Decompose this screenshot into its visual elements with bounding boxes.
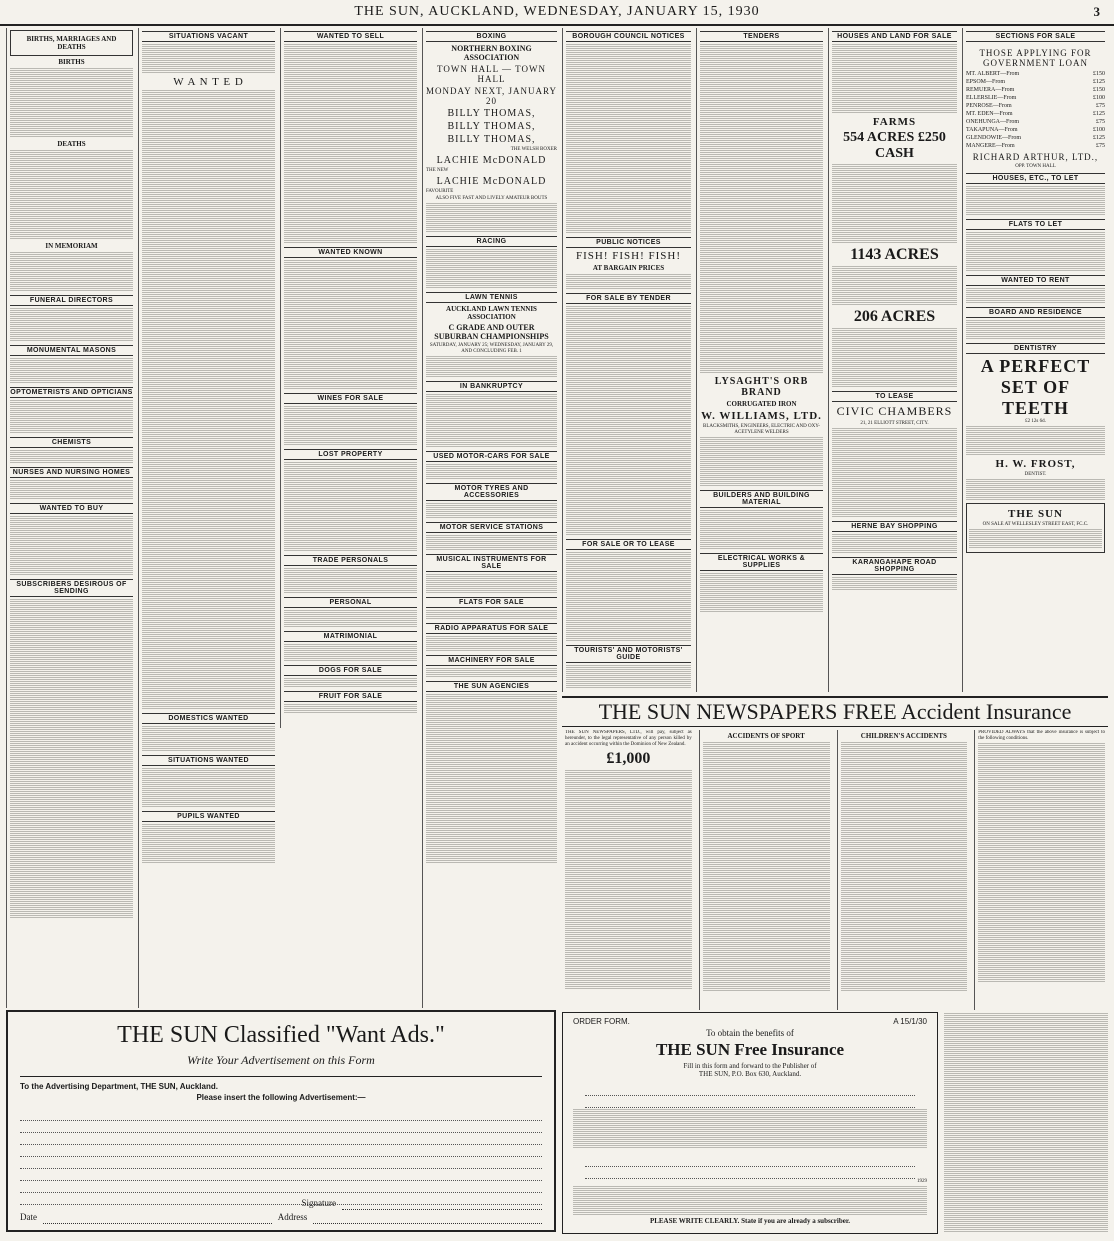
lot-price: £125 (1093, 79, 1105, 85)
public-heading: PUBLIC NOTICES (566, 237, 691, 248)
tender-notices-2 (700, 44, 823, 374)
boxing-fighter-2: BILLY THOMAS, (447, 121, 536, 132)
order-line3: THE SUN, P.O. Box 630, Auckland. (698, 1070, 802, 1078)
lot-price: £100 (1093, 95, 1105, 101)
lot-name: MANGERE—From (966, 143, 1015, 149)
fish-sub: AT BARGAIN PRICES (592, 264, 665, 272)
order-address-line[interactable] (585, 1096, 915, 1108)
memoriam-heading: IN MEMORIAM (45, 242, 98, 250)
boxing-fighter-3: BILLY THOMAS, (447, 134, 536, 145)
lot-row (966, 94, 1105, 102)
accident-amount: £1,000 (606, 750, 651, 767)
accident-text-3 (841, 742, 968, 992)
music-heading: MUSICAL INSTRUMENTS FOR SALE (426, 554, 557, 572)
column-situations (138, 28, 278, 1008)
lease-notices (566, 552, 691, 642)
insurance-rules (944, 1012, 1108, 1234)
williams-name: W. WILLIAMS, LTD. (701, 410, 822, 422)
boxing-assoc: NORTHERN BOXING ASSOCIATION (451, 44, 532, 62)
order-footnote (573, 1186, 927, 1216)
order-form (562, 1012, 938, 1234)
dental-details (966, 426, 1105, 456)
order-title: THE SUN Free Insurance (655, 1040, 845, 1059)
order-body (573, 1109, 927, 1149)
wanted-known-ads (284, 260, 417, 390)
boxing-welsh: THE WELSH BOXER (510, 147, 557, 152)
trade-ads (284, 568, 417, 594)
column-wanted-sell (280, 28, 420, 728)
lot-name: REMUERA—From (966, 87, 1015, 93)
lot-row (966, 70, 1105, 78)
order-year: 1929 (917, 1179, 927, 1184)
monumental-heading: MONUMENTAL MASONS (10, 345, 133, 356)
boxing-heading: BOXING (426, 31, 557, 42)
lot-row (966, 134, 1105, 142)
accident-text-1 (565, 770, 692, 990)
births-notices (10, 68, 133, 138)
signature-field[interactable] (342, 1199, 542, 1210)
music-ads (426, 574, 557, 594)
lease-details (832, 428, 957, 518)
address-field[interactable] (313, 1213, 542, 1224)
boxing-fighter-1: BILLY THOMAS, (447, 108, 536, 119)
farms-price: 554 ACRES £250 CASH (843, 130, 946, 161)
page-number: 3 (1093, 4, 1100, 19)
situations-wanted-heading: SITUATIONS WANTED (142, 755, 275, 766)
dentist-title: DENTIST. (1024, 472, 1047, 477)
machinery-ads (426, 668, 557, 678)
column-council (562, 28, 694, 692)
accident-sport: ACCIDENTS OF SPORT (727, 732, 805, 740)
trade-heading: TRADE PERSONALS (284, 555, 417, 566)
civic-chambers: CIVIC CHAMBERS (836, 404, 953, 418)
houses-ads (832, 44, 957, 114)
lot-name: PENROSE—From (966, 103, 1012, 109)
chemists-ads (10, 450, 133, 464)
lot-price: £125 (1093, 135, 1105, 141)
racing-ads (426, 249, 557, 289)
order-line1: To obtain the benefits of (706, 1028, 794, 1038)
builders-heading: BUILDERS AND BUILDING MATERIAL (700, 490, 823, 508)
radio-heading: RADIO APPARATUS FOR SALE (426, 623, 557, 634)
personal-ads (284, 610, 417, 628)
accident-text-2 (703, 742, 830, 992)
classified-tagline: Write Your Advertisement on this Form (187, 1053, 375, 1067)
ad-line-4[interactable] (20, 1145, 542, 1157)
flats-let-heading: FLATS TO LET (966, 219, 1105, 230)
chemists-heading: CHEMISTS (10, 437, 133, 448)
tender-heading: FOR SALE BY TENDER (566, 293, 691, 304)
lot-price: £125 (1093, 111, 1105, 117)
lot-price: £150 (1093, 87, 1105, 93)
wanted-rent-heading: WANTED TO RENT (966, 275, 1105, 286)
agent-addr: OPP. TOWN HALL (1015, 164, 1056, 169)
tennis-when: SATURDAY, JANUARY 25; WEDNESDAY, JANUARY 29, AND CONCLUDING FEB. 1 (429, 343, 554, 354)
dentistry-heading: DENTISTRY (966, 343, 1105, 354)
boxing-opponent-1: LACHIE McDONALD (436, 155, 547, 166)
dogs-heading: DOGS FOR SALE (284, 665, 417, 676)
radio-ads (426, 636, 557, 652)
dogs-ads (284, 678, 417, 688)
fruit-ads (284, 704, 417, 714)
williams-sub: BLACKSMITHS, ENGINEERS, ELECTRIC AND OXY-ACETYLENE WELDERS (703, 424, 820, 435)
column-boxing (422, 28, 560, 1008)
flats-sale-heading: FLATS FOR SALE (426, 597, 557, 608)
order-date-line[interactable] (585, 1167, 915, 1179)
pupils-ads (142, 824, 275, 864)
ad-line-5[interactable] (20, 1157, 542, 1169)
wanted-sell-ads (284, 44, 417, 244)
funeral-heading: FUNERAL DIRECTORS (10, 295, 133, 306)
masthead-title: THE SUN, AUCKLAND, WEDNESDAY, JANUARY 15, 1930 (354, 4, 760, 19)
farms-heading: FARMS (872, 116, 917, 128)
lot-row (966, 142, 1105, 150)
wanted-known-heading: WANTED KNOWN (284, 247, 417, 258)
electrical-ads (700, 573, 823, 613)
deaths-subheading: DEATHS (57, 140, 86, 148)
tender-notices (566, 306, 691, 536)
accident-provided: PROVIDED ALWAYS that the above insurance is subject to the following conditions. (978, 730, 1105, 741)
column-sections (962, 28, 1108, 692)
wanted-banner: W A N T E D (173, 76, 244, 88)
accident-banner: THE SUN NEWSPAPERS FREE Accident Insurance (562, 696, 1108, 727)
acres-1143: 1143 ACRES (850, 246, 939, 263)
lot-name: ELLERSLIE—From (966, 95, 1017, 101)
accident-text-4 (978, 743, 1105, 983)
order-name-line[interactable] (585, 1084, 915, 1096)
lot-name: TAKAPUNA—From (966, 127, 1018, 133)
houses-heading: HOUSES AND LAND FOR SALE (832, 31, 957, 42)
order-label: ORDER FORM. (573, 1017, 630, 1026)
govt-loan: THOSE APPLYING FOR GOVERNMENT LOAN (979, 48, 1092, 68)
date-label: Date (20, 1212, 37, 1222)
order-signature-line[interactable] (585, 1155, 915, 1167)
bankruptcy-heading: IN BANKRUPTCY (426, 381, 557, 392)
optometrists-heading: OPTOMETRISTS AND OPTICIANS (10, 389, 133, 396)
acres-206: 206 ACRES (853, 308, 936, 325)
used-cars-ads (426, 464, 557, 480)
tourists-notices (566, 665, 691, 689)
wanted-buy-heading: WANTED TO BUY (10, 503, 133, 514)
masthead (0, 0, 1114, 26)
lot-row (966, 110, 1105, 118)
service-heading: MOTOR SERVICE STATIONS (426, 522, 557, 533)
domestics-ads (142, 726, 275, 752)
tennis-details (426, 356, 557, 378)
agencies-heading: THE SUN AGENCIES (426, 681, 557, 692)
fruit-heading: FRUIT FOR SALE (284, 691, 417, 702)
machinery-heading: MACHINERY FOR SALE (426, 655, 557, 666)
teeth-price: £2 12s 6d. (1025, 419, 1046, 424)
orb-sub: CORRUGATED IRON (726, 400, 797, 408)
accident-intro: THE SUN NEWSPAPERS, LTD., will pay, subject as hereunder, to the legal representative of any person killed by an accident occurring within the Dominion of New Zealand. (565, 730, 692, 747)
civic-addr: 21, 21 ELLIOTT STREET, CITY. (860, 421, 929, 426)
domestics-heading: DOMESTICS WANTED (142, 713, 275, 724)
order-line2: Fill in this form and forward to the Publisher of (683, 1062, 817, 1070)
order-ref: A 15/1/30 (893, 1017, 927, 1026)
situations-vacant-heading: SITUATIONS VACANT (142, 31, 275, 42)
monumental-ads (10, 358, 133, 384)
ad-line-2[interactable] (20, 1121, 542, 1133)
lot-name: MT. ALBERT—From (966, 71, 1020, 77)
lot-name: MT. EDEN—From (966, 111, 1013, 117)
wanted-rent-ads (966, 288, 1105, 304)
agencies-list (426, 694, 557, 864)
signature-label: Signature (301, 1198, 336, 1208)
lot-row (966, 86, 1105, 94)
karangahape-heading: KARANGAHAPE ROAD SHOPPING (832, 557, 957, 575)
lot-list (966, 70, 1105, 150)
council-heading: BOROUGH COUNCIL NOTICES (566, 31, 691, 42)
lot-row (966, 78, 1105, 86)
situations-wanted-ads (142, 768, 275, 808)
boxing-note: ALSO FIVE FAST AND LIVELY AMATEUR BOUTS (435, 196, 548, 201)
tenders-heading: TENDERS (700, 31, 823, 42)
lot-row (966, 126, 1105, 134)
agent-name: RICHARD ARTHUR, LTD., (972, 152, 1099, 162)
fish-title: FISH! FISH! FISH! (575, 250, 682, 262)
council-notices (566, 44, 691, 234)
motor-tyres-heading: MOTOR TYRES AND ACCESSORIES (426, 483, 557, 501)
lot-price: £75 (1096, 143, 1105, 149)
ad-line-1[interactable] (20, 1109, 542, 1121)
lost-ads (284, 462, 417, 552)
insurance-rules-text (944, 1013, 1108, 1233)
acres-details (832, 266, 957, 306)
sections-heading: SECTIONS FOR SALE (966, 31, 1105, 42)
nurses-heading: NURSES AND NURSING HOMES (10, 467, 133, 478)
wines-heading: WINES FOR SALE (284, 393, 417, 404)
orb-brand: LYSAGHT'S ORB BRAND (714, 376, 809, 398)
lot-row (966, 118, 1105, 126)
column-tenders (696, 28, 826, 692)
electrical-heading: ELECTRICAL WORKS & SUPPLIES (700, 553, 823, 571)
dentist-details (966, 479, 1105, 501)
board-ads (966, 320, 1105, 340)
herne-ads (832, 534, 957, 554)
houses-let-ads (966, 186, 1105, 216)
herne-heading: HERNE BAY SHOPPING (832, 521, 957, 532)
ad-line-7[interactable] (20, 1181, 542, 1193)
ad-line-3[interactable] (20, 1133, 542, 1145)
lot-price: £75 (1096, 103, 1105, 109)
boxing-fav: FAVOURITE (426, 189, 454, 194)
sun-sale-sub: ON SALE AT WELLESLEY STREET EAST, FC.C. (982, 522, 1089, 527)
pupils-heading: PUPILS WANTED (142, 811, 275, 822)
date-field[interactable] (43, 1213, 272, 1224)
matrimonial-ads (284, 644, 417, 662)
acres-206-details (832, 328, 957, 388)
lot-name: EPSOM—From (966, 79, 1006, 85)
situations-ad-1 (142, 44, 275, 74)
boxing-new: THE NEW (426, 168, 449, 173)
bankruptcy-notices (426, 394, 557, 448)
boxing-hall: TOWN HALL — TOWN HALL (437, 64, 546, 84)
lot-price: £100 (1093, 127, 1105, 133)
flats-sale-ads (426, 610, 557, 620)
sun-sale-title: THE SUN (1008, 508, 1063, 520)
service-ads (426, 535, 557, 551)
lot-price: £75 (1096, 119, 1105, 125)
wanted-sell-heading: WANTED TO SELL (284, 31, 417, 42)
column-houses (828, 28, 960, 692)
lot-name: ONEHUNGA—From (966, 119, 1019, 125)
accident-columns (562, 730, 1108, 1010)
optometrists-ads (10, 400, 133, 434)
column-births (6, 28, 136, 1008)
lot-name: GLENDOWIE—From (966, 135, 1021, 141)
williams-details (700, 437, 823, 487)
wines-ads (284, 406, 417, 446)
tourists-heading: TOURISTS' AND MOTORISTS' GUIDE (566, 645, 691, 663)
motor-tyres-ads (426, 503, 557, 519)
agents-list (10, 599, 133, 919)
farms-details (832, 164, 957, 244)
classified-please: Please insert the following Advertisement:— (196, 1093, 366, 1102)
births-subheading: BIRTHS (58, 58, 85, 66)
tennis-champ: C GRADE AND OUTER SUBURBAN CHAMPIONSHIPS (434, 323, 549, 341)
address-label: Address (277, 1212, 308, 1222)
builders-ads (700, 510, 823, 550)
situations-ads (142, 90, 275, 710)
boxing-date: MONDAY NEXT, JANUARY 20 (426, 86, 557, 106)
board-heading: BOARD AND RESIDENCE (966, 307, 1105, 318)
births-heading: BIRTHS, MARRIAGES AND DEATHS (26, 35, 117, 51)
personal-heading: PERSONAL (284, 597, 417, 608)
lot-row (966, 102, 1105, 110)
racing-heading: RACING (426, 236, 557, 247)
order-please: PLEASE WRITE CLEARLY. State if you are already a subscriber. (649, 1217, 851, 1225)
accident-children: CHILDREN'S ACCIDENTS (860, 732, 947, 740)
subscribers-heading: SUBSCRIBERS DESIROUS OF SENDING (10, 579, 133, 597)
lot-price: £150 (1093, 71, 1105, 77)
boxing-opponent-2: LACHIE McDONALD (436, 176, 547, 187)
matrimonial-heading: MATRIMONIAL (284, 631, 417, 642)
perfect-teeth: A PERFECT SET OF TEETH (980, 356, 1091, 418)
karangahape-ads (832, 577, 957, 591)
memoriam-notices (10, 252, 133, 292)
sun-sale-list (969, 529, 1102, 549)
fish-details (566, 274, 691, 290)
ad-line-6[interactable] (20, 1169, 542, 1181)
to-lease-heading: TO LEASE (832, 391, 957, 402)
tennis-heading: LAWN TENNIS (426, 292, 557, 303)
classified-form (6, 1010, 556, 1232)
classified-to: To the Advertising Department, THE SUN, Auckland. (20, 1082, 218, 1091)
deaths-notices (10, 150, 133, 240)
houses-let-heading: HOUSES, ETC., TO LET (966, 173, 1105, 184)
funeral-ads (10, 308, 133, 342)
nurses-ads (10, 480, 133, 500)
tennis-assoc: AUCKLAND LAWN TENNIS ASSOCIATION (446, 305, 537, 321)
classified-headline: THE SUN Classified "Want Ads." (117, 1022, 445, 1048)
wanted-buy-ads (10, 516, 133, 576)
lease-heading: FOR SALE OR TO LEASE (566, 539, 691, 550)
lost-heading: LOST PROPERTY (284, 449, 417, 460)
flats-let-ads (966, 232, 1105, 272)
boxing-details (426, 203, 557, 233)
used-cars-heading: USED MOTOR-CARS FOR SALE (426, 451, 557, 462)
dentist-name: H. W. FROST, (995, 458, 1076, 470)
